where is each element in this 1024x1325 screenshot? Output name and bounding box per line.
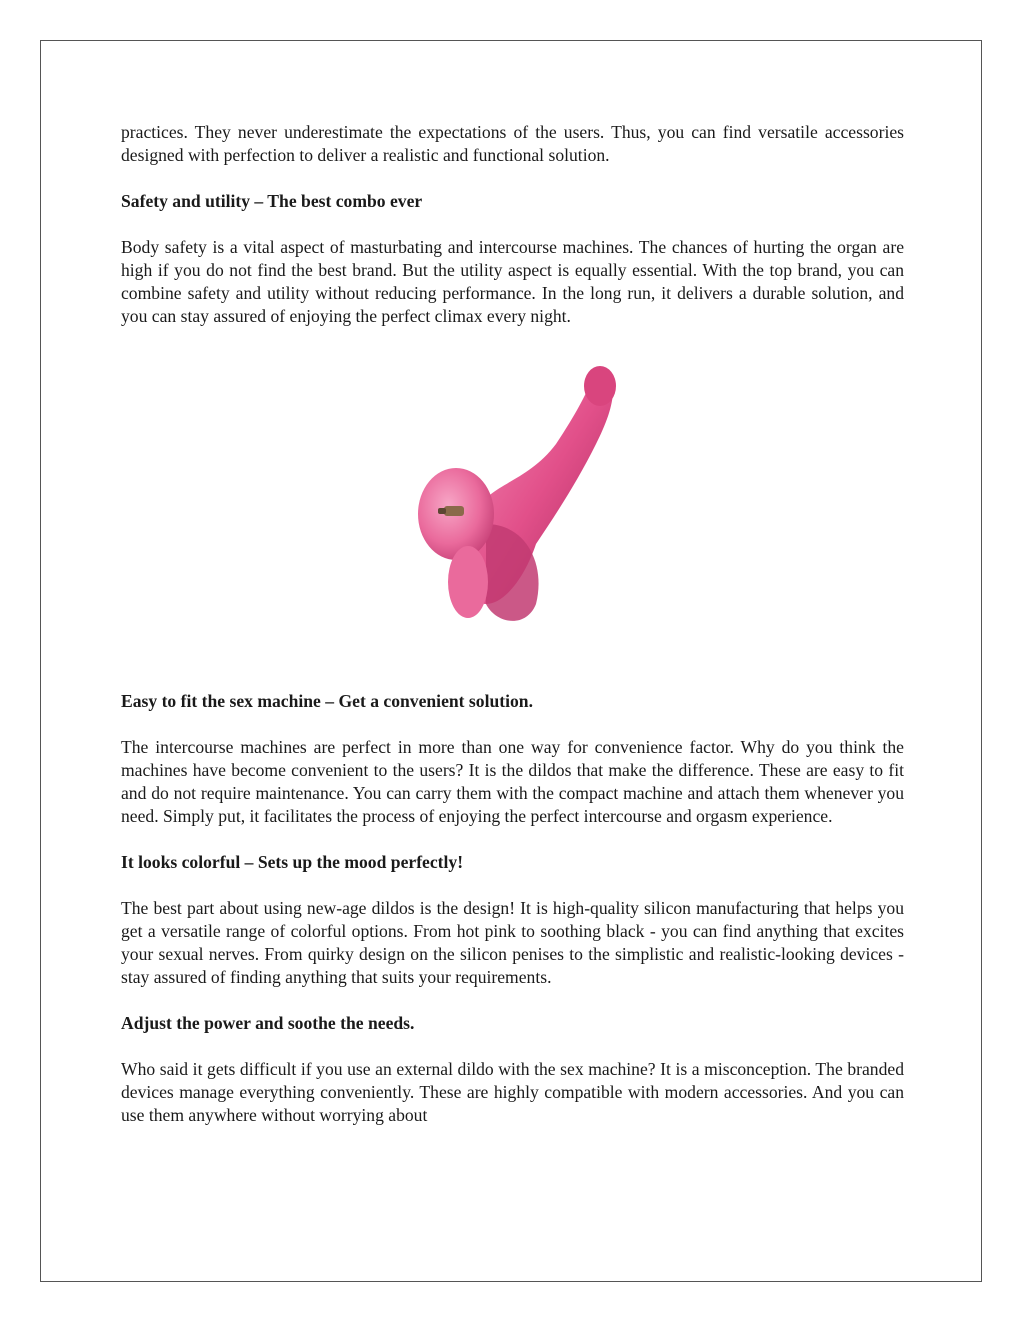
connector-tip-shape	[438, 508, 446, 514]
heading-colorful: It looks colorful – Sets up the mood perfectly!	[121, 852, 464, 872]
product-image	[121, 364, 904, 682]
heading-safety-utility: Safety and utility – The best combo ever	[121, 191, 423, 211]
paragraph-adjust-power: Who said it gets difficult if you use an external dildo with the sex machine? It is a misconception. The branded devices manage everything conveniently. These are highly compatible with modern accessories. And you can use them anywhere without worrying about	[121, 1059, 904, 1125]
suction-lip-shape	[448, 546, 488, 618]
paragraph-easy-fit: The intercourse machines are perfect in more than one way for convenience factor. Why do you think the machines have become convenient to the users? It is the dildos that make the difference. These are easy to fit and do not require maintenance. You can carry them with the compact machine and attach them whenever you need. Simply put, it facilitates the process of enjoying the perfect intercourse and orgasm experience.	[121, 737, 904, 826]
paragraph-safety-utility: Body safety is a vital aspect of masturbating and intercourse machines. The chances of hurting the organ are high if you do not find the best brand. But the utility aspect is equally essential. With the top brand, you can combine safety and utility without reducing performance. In the long run, it delivers a durable solution, and you can stay assured of enjoying the perfect climax every night.	[121, 237, 904, 326]
heading-easy-fit: Easy to fit the sex machine – Get a convenient solution.	[121, 691, 533, 711]
paragraph-colorful: The best part about using new-age dildos is the design! It is high-quality silicon manufacturing that helps you get a versatile range of colorful options. From hot pink to soothing black - you can find anything that excites your sexual nerves. From quirky design on the silicon penises to the simplistic and realistic-looking devices - stay assured of finding anything that suits your requirements.	[121, 898, 904, 987]
head-shape	[584, 366, 616, 406]
connector-shape	[444, 506, 464, 516]
heading-adjust-power: Adjust the power and soothe the needs.	[121, 1013, 415, 1033]
paragraph-intro: practices. They never underestimate the expectations of the users. Thus, you can find versatile accessories designed with perfection to deliver a realistic and functional solution.	[121, 122, 904, 165]
product-image-graphic	[416, 364, 616, 632]
document-body	[121, 121, 904, 1127]
